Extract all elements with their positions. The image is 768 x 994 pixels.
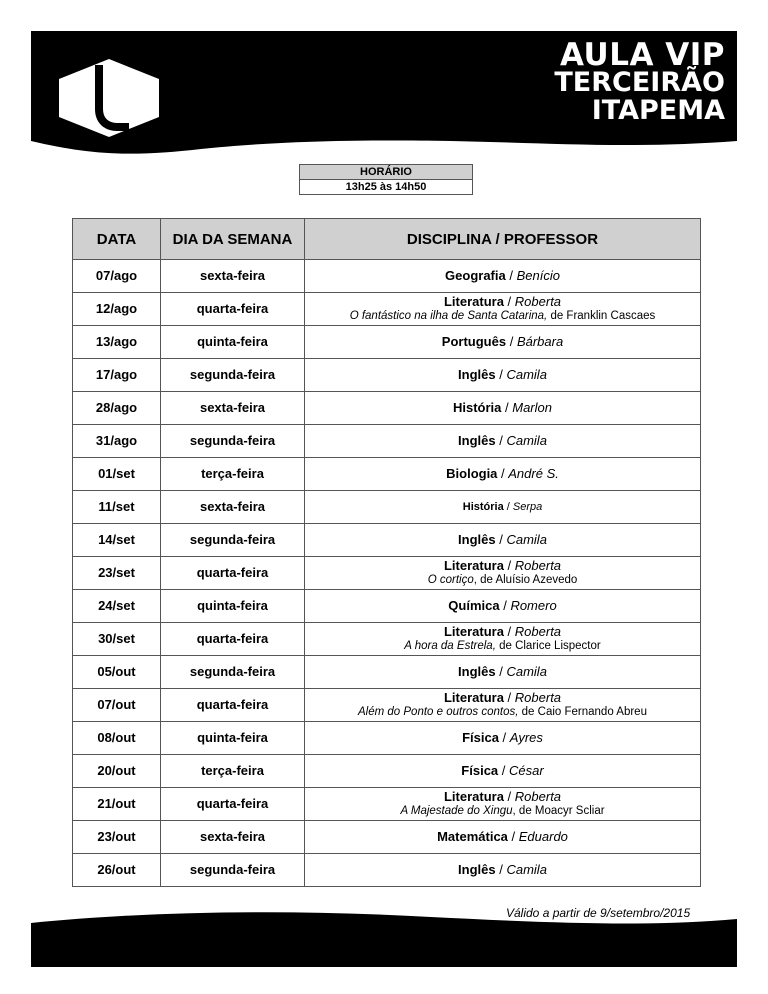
- subject: Literatura: [443, 558, 504, 573]
- row-day: quarta-feira: [161, 293, 305, 326]
- row-date: 28/ago: [73, 392, 161, 425]
- separator: /: [498, 763, 509, 778]
- book-reference: [305, 705, 700, 719]
- separator: /: [503, 501, 513, 513]
- book-reference: [305, 804, 700, 818]
- separator: /: [503, 624, 515, 639]
- table-row: [73, 491, 701, 524]
- header-line-2: TERCEIRÃO: [554, 67, 725, 98]
- subject: Inglês: [458, 367, 496, 382]
- table-row: [73, 392, 701, 425]
- row-subject-teacher: [305, 260, 701, 293]
- teacher: Camila: [506, 862, 547, 877]
- table-row: [73, 689, 701, 722]
- row-date: 23/out: [73, 821, 161, 854]
- row-subject-teacher: [305, 689, 701, 722]
- teacher: Roberta: [514, 558, 562, 573]
- row-subject-teacher: [305, 821, 701, 854]
- row-day: quarta-feira: [161, 623, 305, 656]
- row-date: 11/set: [73, 491, 161, 524]
- separator: /: [503, 690, 515, 705]
- teacher: Bárbara: [516, 334, 564, 349]
- table-row: [73, 326, 701, 359]
- row-subject-teacher: [305, 755, 701, 788]
- separator: /: [507, 829, 519, 844]
- teacher: Camila: [506, 664, 547, 679]
- book-reference: [305, 309, 700, 323]
- row-day: segunda-feira: [161, 854, 305, 887]
- row-day: sexta-feira: [161, 260, 305, 293]
- row-day: sexta-feira: [161, 491, 305, 524]
- separator: /: [503, 558, 515, 573]
- teacher: Ayres: [509, 730, 543, 745]
- table-row: [73, 590, 701, 623]
- table-row: [73, 557, 701, 590]
- teacher: Camila: [506, 532, 547, 547]
- subject: Matemática: [437, 829, 508, 844]
- teacher: Camila: [506, 367, 547, 382]
- table-row: [73, 788, 701, 821]
- row-day: quarta-feira: [161, 788, 305, 821]
- row-subject-teacher: [305, 557, 701, 590]
- row-day: quinta-feira: [161, 590, 305, 623]
- separator: /: [503, 294, 515, 309]
- separator: /: [495, 433, 507, 448]
- row-subject-teacher: [305, 656, 701, 689]
- subject: Inglês: [458, 862, 496, 877]
- teacher: Camila: [506, 433, 547, 448]
- subject: Literatura: [443, 690, 504, 705]
- horario-time: 13h25 às 14h50: [300, 180, 473, 195]
- subject: História: [453, 400, 502, 415]
- subject: Biologia: [446, 466, 498, 481]
- row-day: segunda-feira: [161, 359, 305, 392]
- row-day: quinta-feira: [161, 326, 305, 359]
- row-subject-teacher: [305, 722, 701, 755]
- table-row: [73, 854, 701, 887]
- row-date: 20/out: [73, 755, 161, 788]
- row-date: 13/ago: [73, 326, 161, 359]
- table-row: [73, 425, 701, 458]
- row-date: 08/out: [73, 722, 161, 755]
- subject: Física: [461, 763, 499, 778]
- teacher: Serpa: [512, 501, 543, 513]
- book-author: de Clarice Lispector: [495, 640, 601, 652]
- row-date: 01/set: [73, 458, 161, 491]
- book-author: , de Moacyr Scliar: [512, 805, 605, 817]
- table-row: [73, 722, 701, 755]
- subject: Física: [462, 730, 499, 745]
- book-title: A Majestade do Xingu: [400, 805, 513, 817]
- book-reference: [305, 573, 700, 587]
- subject: Química: [448, 598, 500, 613]
- row-subject-teacher: [305, 359, 701, 392]
- book-author: de Franklin Cascaes: [547, 310, 656, 322]
- header-subject: DISCIPLINA / PROFESSOR: [305, 219, 701, 260]
- book-title: Além do Ponto e outros contos,: [358, 706, 519, 718]
- separator: /: [495, 862, 507, 877]
- row-day: terça-feira: [161, 458, 305, 491]
- book-title: O fantástico na ilha de Santa Catarina,: [349, 310, 548, 322]
- subject: Português: [441, 334, 507, 349]
- row-day: quarta-feira: [161, 689, 305, 722]
- schedule-table: [72, 218, 701, 887]
- row-date: 31/ago: [73, 425, 161, 458]
- row-subject-teacher: [305, 425, 701, 458]
- separator: /: [506, 334, 517, 349]
- row-day: terça-feira: [161, 755, 305, 788]
- table-row: [73, 524, 701, 557]
- teacher: Roberta: [514, 690, 562, 705]
- row-subject-teacher: [305, 788, 701, 821]
- row-day: sexta-feira: [161, 392, 305, 425]
- row-day: segunda-feira: [161, 656, 305, 689]
- subject: História: [462, 501, 504, 513]
- row-subject-teacher: [305, 623, 701, 656]
- separator: /: [495, 532, 507, 547]
- book-author: , de Aluísio Azevedo: [473, 574, 578, 586]
- subject: Literatura: [443, 624, 504, 639]
- separator: /: [501, 400, 513, 415]
- teacher: Eduardo: [518, 829, 568, 844]
- schedule-time-box: [299, 164, 473, 195]
- teacher: Roberta: [514, 624, 562, 639]
- subject: Geografia: [445, 268, 506, 283]
- row-day: quarta-feira: [161, 557, 305, 590]
- teacher: Romero: [510, 598, 557, 613]
- teacher: César: [509, 763, 544, 778]
- row-subject-teacher: [305, 326, 701, 359]
- row-date: 07/out: [73, 689, 161, 722]
- logo-icon: [59, 59, 159, 137]
- validity-note: Válido a partir de 9/setembro/2015: [506, 906, 691, 920]
- table-row: [73, 623, 701, 656]
- table-row: [73, 755, 701, 788]
- teacher: André S.: [508, 466, 559, 481]
- document-page: [31, 31, 737, 967]
- teacher: Roberta: [514, 789, 562, 804]
- subject: Inglês: [458, 433, 496, 448]
- row-day: quinta-feira: [161, 722, 305, 755]
- separator: /: [497, 466, 509, 481]
- row-subject-teacher: [305, 524, 701, 557]
- teacher: Marlon: [512, 400, 552, 415]
- row-day: sexta-feira: [161, 821, 305, 854]
- header-date: DATA: [73, 219, 161, 260]
- subject: Literatura: [443, 294, 504, 309]
- row-date: 14/set: [73, 524, 161, 557]
- separator: /: [495, 664, 507, 679]
- row-subject-teacher: [305, 392, 701, 425]
- table-row: [73, 458, 701, 491]
- teacher: Roberta: [514, 294, 562, 309]
- table-row: [73, 656, 701, 689]
- row-subject-teacher: [305, 854, 701, 887]
- book-reference: [305, 639, 700, 653]
- subject: Inglês: [458, 664, 496, 679]
- row-subject-teacher: [305, 491, 701, 524]
- header-day: DIA DA SEMANA: [161, 219, 305, 260]
- row-date: 30/set: [73, 623, 161, 656]
- separator: /: [498, 730, 510, 745]
- header-line-1: AULA VIP: [560, 37, 725, 73]
- row-date: 26/out: [73, 854, 161, 887]
- row-date: 12/ago: [73, 293, 161, 326]
- header-title: [554, 37, 725, 126]
- row-day: segunda-feira: [161, 524, 305, 557]
- subject: Literatura: [443, 789, 504, 804]
- horario-label: HORÁRIO: [300, 165, 473, 180]
- book-title: O cortiço: [427, 574, 474, 586]
- header-line-3: ITAPEMA: [591, 95, 725, 126]
- table-row: [73, 359, 701, 392]
- row-date: 23/set: [73, 557, 161, 590]
- row-date: 21/out: [73, 788, 161, 821]
- table-row: [73, 821, 701, 854]
- table-row: [73, 293, 701, 326]
- separator: /: [499, 598, 511, 613]
- table-row: [73, 260, 701, 293]
- row-day: segunda-feira: [161, 425, 305, 458]
- row-subject-teacher: [305, 590, 701, 623]
- teacher: Benício: [516, 268, 560, 283]
- row-date: 07/ago: [73, 260, 161, 293]
- separator: /: [505, 268, 517, 283]
- row-date: 17/ago: [73, 359, 161, 392]
- book-author: de Caio Fernando Abreu: [518, 706, 647, 718]
- row-subject-teacher: [305, 458, 701, 491]
- row-subject-teacher: [305, 293, 701, 326]
- row-date: 05/out: [73, 656, 161, 689]
- separator: /: [503, 789, 515, 804]
- row-date: 24/set: [73, 590, 161, 623]
- table-body: [73, 260, 701, 887]
- subject: Inglês: [458, 532, 496, 547]
- separator: /: [495, 367, 507, 382]
- table-header-row: [73, 219, 701, 260]
- book-title: A hora da Estrela,: [404, 640, 496, 652]
